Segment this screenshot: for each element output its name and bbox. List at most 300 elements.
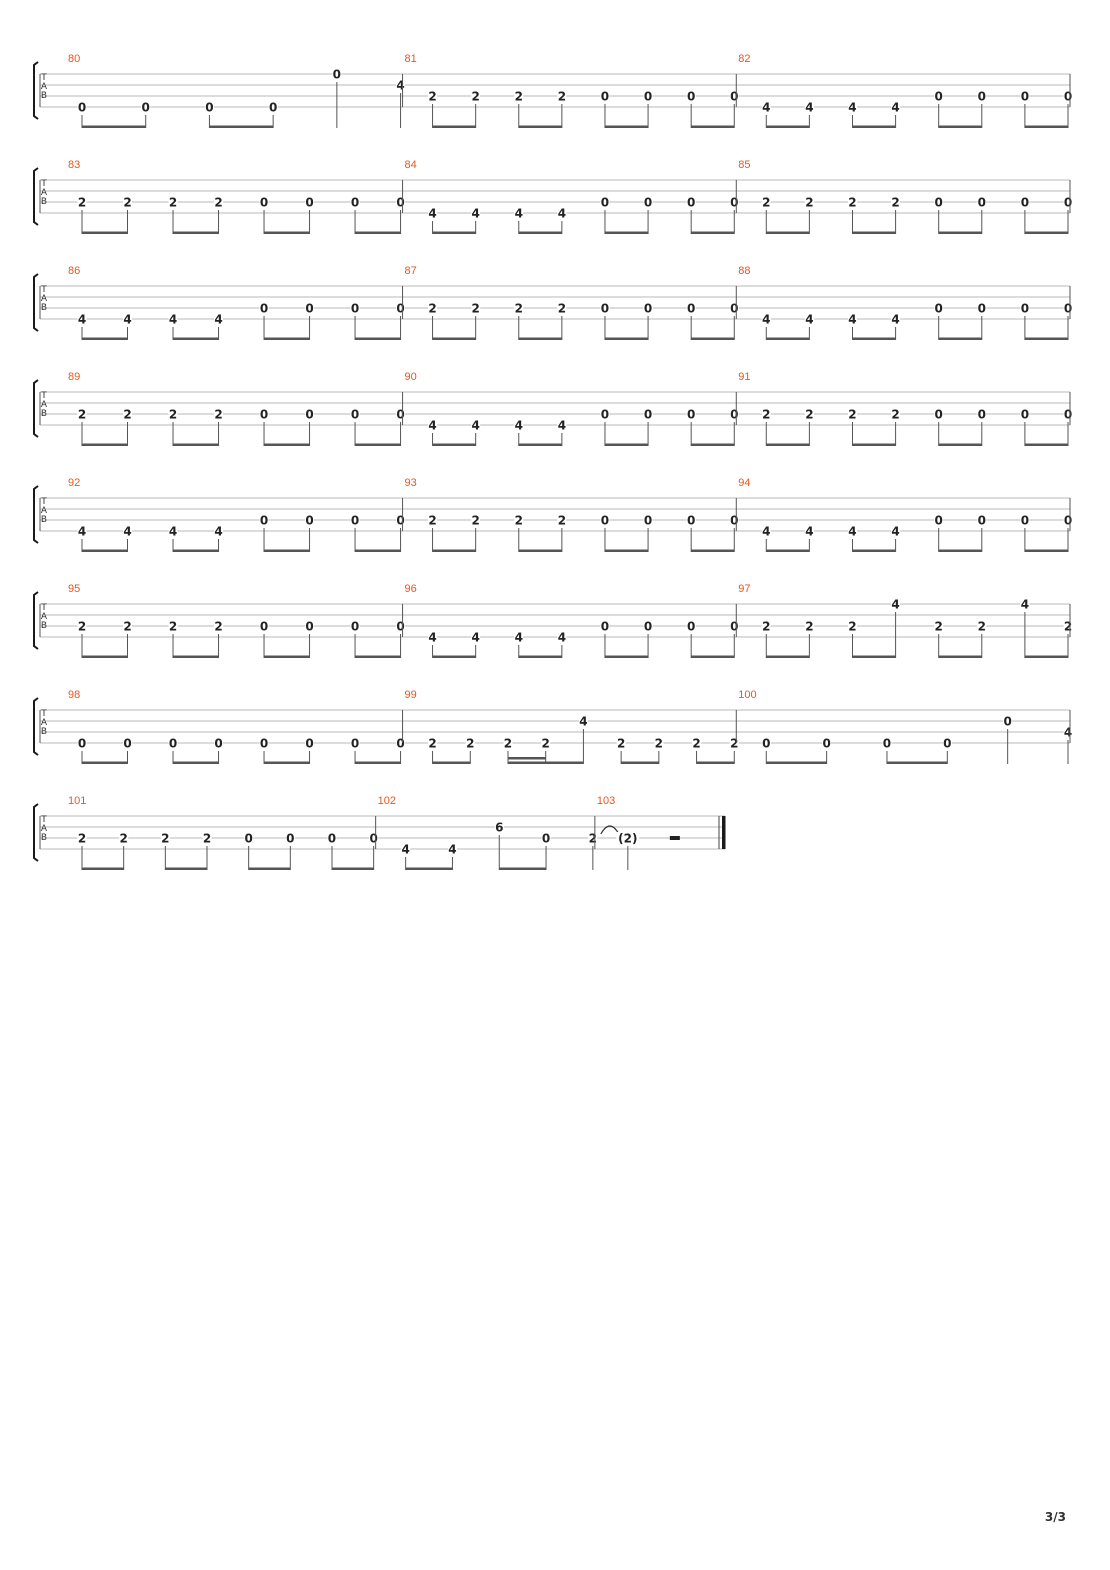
fret-number: (2) xyxy=(618,831,638,846)
fret-number: 0 xyxy=(305,619,314,634)
note-beam xyxy=(939,550,982,553)
fret-number: 0 xyxy=(977,89,986,104)
fret-number: 2 xyxy=(541,736,550,751)
note-beam xyxy=(173,762,219,765)
measure-number: 81 xyxy=(404,53,417,65)
measure-number: 102 xyxy=(377,795,397,807)
fret-number: 4 xyxy=(514,630,523,645)
fret-number: 2 xyxy=(588,831,598,846)
tab-clef-letter: B xyxy=(40,91,48,101)
note-beam xyxy=(249,868,291,871)
measure-number: 95 xyxy=(68,583,81,595)
note-beam xyxy=(691,338,734,341)
fret-number: 4 xyxy=(471,418,480,433)
fret-number: 4 xyxy=(77,312,87,327)
fret-number: 4 xyxy=(396,78,405,93)
fret-number: 4 xyxy=(214,524,223,539)
note-beam xyxy=(82,444,128,447)
fret-number: 0 xyxy=(643,619,653,634)
fret-number: 0 xyxy=(396,301,405,316)
fret-number: 2 xyxy=(168,195,178,210)
note-beam xyxy=(433,232,476,235)
fret-number: 0 xyxy=(1063,89,1073,104)
fret-number: 0 xyxy=(1063,513,1073,528)
note-beam xyxy=(355,444,401,447)
measure-number: 86 xyxy=(68,265,81,277)
note-beam xyxy=(433,656,476,659)
tab-clef-letter: B xyxy=(40,833,48,843)
fret-number: 4 xyxy=(557,418,567,433)
fret-number: 0 xyxy=(1063,301,1073,316)
fret-number: 2 xyxy=(730,736,739,751)
fret-number: 4 xyxy=(557,630,567,645)
fret-number: 4 xyxy=(168,312,178,327)
fret-number: 0 xyxy=(730,619,739,634)
fret-number: 2 xyxy=(762,407,771,422)
measure-number: 103 xyxy=(596,795,616,807)
tab-system xyxy=(34,265,1073,340)
note-beam xyxy=(173,338,219,341)
fret-number: 4 xyxy=(891,100,900,115)
note-beam xyxy=(621,762,659,765)
fret-number: 0 xyxy=(686,301,696,316)
fret-number: 2 xyxy=(168,407,178,422)
fret-number: 0 xyxy=(286,831,295,846)
fret-number: 0 xyxy=(934,301,943,316)
fret-number: 0 xyxy=(1063,195,1073,210)
fret-number: 0 xyxy=(259,736,269,751)
fret-number: 0 xyxy=(882,736,892,751)
fret-number: 0 xyxy=(396,407,405,422)
note-beam xyxy=(519,338,562,341)
fret-number: 2 xyxy=(471,89,480,104)
fret-number: 4 xyxy=(1063,725,1073,740)
note-beam xyxy=(605,550,648,553)
fret-number: 2 xyxy=(77,195,87,210)
system-bracket xyxy=(34,486,38,543)
note-beam xyxy=(766,232,809,235)
tab-clef-letter: T xyxy=(41,497,47,507)
fret-number: 0 xyxy=(686,195,696,210)
fret-number: 2 xyxy=(428,513,437,528)
fret-number: 0 xyxy=(77,100,87,115)
note-beam xyxy=(82,868,124,871)
fret-number: 2 xyxy=(557,89,567,104)
fret-number: 4 xyxy=(471,206,480,221)
fret-number: 0 xyxy=(643,301,653,316)
fret-number: 0 xyxy=(1020,301,1030,316)
fret-number: 2 xyxy=(557,513,567,528)
note-beam xyxy=(355,762,401,765)
tab-clef-letter: T xyxy=(41,815,47,825)
measure-number: 93 xyxy=(404,477,417,489)
fret-number: 4 xyxy=(1020,597,1030,612)
note-beam xyxy=(939,338,982,341)
fret-number: 0 xyxy=(259,619,269,634)
note-beam xyxy=(1025,656,1068,659)
fret-number: 4 xyxy=(762,100,771,115)
fret-number: 0 xyxy=(686,89,696,104)
fret-number: 2 xyxy=(503,736,513,751)
measure-number: 88 xyxy=(738,265,751,277)
note-beam xyxy=(852,232,895,235)
fret-number: 0 xyxy=(600,513,610,528)
tab-clef-letter: T xyxy=(41,285,47,295)
fret-number: 4 xyxy=(805,524,814,539)
fret-number: 0 xyxy=(643,513,653,528)
fret-number: 0 xyxy=(350,301,360,316)
fret-number: 2 xyxy=(692,736,701,751)
fret-number: 2 xyxy=(214,619,223,634)
fret-number: 0 xyxy=(600,301,610,316)
fret-number: 2 xyxy=(471,301,480,316)
fret-number: 0 xyxy=(1020,195,1030,210)
fret-number: 0 xyxy=(730,89,739,104)
fret-number: 0 xyxy=(762,736,771,751)
fret-number: 0 xyxy=(141,100,150,115)
fret-number: 2 xyxy=(428,301,437,316)
fret-number: 0 xyxy=(350,407,360,422)
tab-system xyxy=(34,53,1073,128)
fret-number: 4 xyxy=(514,206,523,221)
tab-clef-letter: B xyxy=(40,727,48,737)
fret-number: 0 xyxy=(600,619,610,634)
fret-number: 4 xyxy=(579,714,588,729)
note-beam xyxy=(173,656,219,659)
note-beam xyxy=(766,762,826,765)
fret-number: 2 xyxy=(891,195,900,210)
fret-number: 0 xyxy=(686,513,696,528)
fret-number: 4 xyxy=(428,630,437,645)
note-beam xyxy=(433,762,471,765)
fret-number: 4 xyxy=(848,312,857,327)
note-beam xyxy=(264,232,310,235)
fret-number: 2 xyxy=(168,619,178,634)
tab-system xyxy=(34,689,1073,764)
fret-number: 0 xyxy=(350,619,360,634)
note-beam xyxy=(433,444,476,447)
note-beam xyxy=(264,444,310,447)
tab-clef-letter: A xyxy=(40,400,48,410)
note-beam xyxy=(939,656,982,659)
fret-number: 0 xyxy=(977,513,986,528)
note-beam xyxy=(264,762,310,765)
measure-number: 99 xyxy=(404,689,417,701)
fret-number: 0 xyxy=(305,301,314,316)
tab-system xyxy=(34,795,726,870)
fret-number: 0 xyxy=(600,89,610,104)
fret-number: 6 xyxy=(495,820,504,835)
note-beam xyxy=(766,126,809,129)
tab-clef-letter: B xyxy=(40,197,48,207)
note-beam xyxy=(1025,550,1068,553)
fret-number: 2 xyxy=(762,619,771,634)
note-beam xyxy=(1025,338,1068,341)
fret-number: 0 xyxy=(977,195,986,210)
fret-number: 0 xyxy=(123,736,132,751)
half-rest xyxy=(670,836,680,840)
fret-number: 2 xyxy=(77,619,87,634)
fret-number: 0 xyxy=(1020,513,1030,528)
fret-number: 0 xyxy=(977,407,986,422)
measure-number: 101 xyxy=(68,795,87,807)
fret-number: 0 xyxy=(643,195,653,210)
fret-number: 4 xyxy=(891,312,900,327)
fret-number: 0 xyxy=(396,513,405,528)
fret-number: 0 xyxy=(214,736,223,751)
fret-number: 2 xyxy=(805,407,814,422)
fret-number: 0 xyxy=(369,831,378,846)
fret-number: 0 xyxy=(305,195,314,210)
fret-number: 4 xyxy=(762,312,771,327)
note-beam xyxy=(1025,444,1068,447)
note-beam xyxy=(406,868,453,871)
fret-number: 2 xyxy=(934,619,943,634)
note-beam xyxy=(355,550,401,553)
fret-number: 0 xyxy=(1063,407,1073,422)
fret-number: 4 xyxy=(514,418,523,433)
note-beam xyxy=(1025,232,1068,235)
fret-number: 0 xyxy=(350,513,360,528)
tab-clef-letter: A xyxy=(40,188,48,198)
fret-number: 2 xyxy=(514,513,523,528)
note-beam xyxy=(852,444,895,447)
tab-clef-letter: T xyxy=(41,603,47,613)
note-beam xyxy=(264,656,310,659)
fret-number: 2 xyxy=(471,513,480,528)
fret-number: 0 xyxy=(730,195,739,210)
tab-system xyxy=(34,371,1073,446)
measure-number: 97 xyxy=(738,583,751,595)
measure-number: 100 xyxy=(738,689,757,701)
fret-number: 0 xyxy=(600,195,610,210)
fret-number: 4 xyxy=(428,418,437,433)
measure-number: 84 xyxy=(404,159,417,171)
note-beam xyxy=(82,762,128,765)
note-beam xyxy=(433,126,476,129)
fret-number: 0 xyxy=(396,195,405,210)
fret-number: 0 xyxy=(332,67,342,82)
fret-number: 0 xyxy=(305,736,314,751)
measure-number: 87 xyxy=(404,265,417,277)
fret-number: 4 xyxy=(168,524,178,539)
note-beam xyxy=(508,762,583,765)
fret-number: 0 xyxy=(686,619,696,634)
note-beam xyxy=(519,126,562,129)
tab-clef-letter: A xyxy=(40,82,48,92)
note-beam xyxy=(887,762,947,765)
fret-number: 0 xyxy=(1020,89,1030,104)
tab-clef-letter: A xyxy=(40,824,48,834)
note-beam xyxy=(264,338,310,341)
fret-number: 4 xyxy=(557,206,567,221)
note-beam xyxy=(691,550,734,553)
fret-number: 0 xyxy=(259,195,269,210)
fret-number: 4 xyxy=(401,842,410,857)
fret-number: 2 xyxy=(557,301,567,316)
fret-number: 0 xyxy=(259,513,269,528)
note-beam xyxy=(605,126,648,129)
fret-number: 2 xyxy=(161,831,170,846)
note-beam xyxy=(82,232,128,235)
tab-clef-letter: B xyxy=(40,303,48,313)
note-beam xyxy=(82,338,128,341)
note-beam xyxy=(173,232,219,235)
fret-number: 2 xyxy=(123,619,132,634)
fret-number: 0 xyxy=(730,407,739,422)
fret-number: 2 xyxy=(805,619,814,634)
note-beam xyxy=(355,338,401,341)
fret-number: 0 xyxy=(259,301,269,316)
note-beam xyxy=(939,444,982,447)
note-beam xyxy=(209,126,273,129)
fret-number: 2 xyxy=(77,407,87,422)
note-beam xyxy=(519,550,562,553)
fret-number: 0 xyxy=(934,195,943,210)
note-beam xyxy=(173,550,219,553)
fret-number: 2 xyxy=(466,736,475,751)
tab-clef-letter: A xyxy=(40,612,48,622)
fret-number: 0 xyxy=(686,407,696,422)
note-beam-sixteenth xyxy=(508,757,546,760)
note-beam xyxy=(691,232,734,235)
note-beam xyxy=(519,232,562,235)
fret-number: 0 xyxy=(77,736,87,751)
fret-number: 0 xyxy=(205,100,214,115)
system-bracket xyxy=(34,698,38,755)
fret-number: 2 xyxy=(119,831,128,846)
measure-number: 80 xyxy=(68,53,81,65)
fret-number: 4 xyxy=(848,524,857,539)
tab-clef-letter: B xyxy=(40,409,48,419)
note-beam xyxy=(519,444,562,447)
note-beam xyxy=(433,338,476,341)
tab-clef-letter: A xyxy=(40,294,48,304)
fret-number: 0 xyxy=(541,831,551,846)
note-beam xyxy=(852,656,895,659)
fret-number: 2 xyxy=(214,407,223,422)
tab-clef-letter: A xyxy=(40,506,48,516)
fret-number: 2 xyxy=(848,407,857,422)
note-beam xyxy=(766,444,809,447)
note-beam xyxy=(852,550,895,553)
fret-number: 2 xyxy=(891,407,900,422)
fret-number: 4 xyxy=(848,100,857,115)
fret-number: 4 xyxy=(428,206,437,221)
fret-number: 0 xyxy=(327,831,337,846)
note-beam xyxy=(264,550,310,553)
note-beam xyxy=(852,338,895,341)
tab-system xyxy=(34,583,1073,658)
fret-number: 2 xyxy=(514,89,523,104)
measure-number: 98 xyxy=(68,689,81,701)
fret-number: 4 xyxy=(762,524,771,539)
tab-clef-letter: T xyxy=(41,391,47,401)
tab-clef-letter: A xyxy=(40,718,48,728)
fret-number: 0 xyxy=(350,736,360,751)
fret-number: 2 xyxy=(123,407,132,422)
fret-number: 0 xyxy=(1003,714,1012,729)
fret-number: 0 xyxy=(943,736,952,751)
note-beam xyxy=(605,338,648,341)
note-beam xyxy=(605,232,648,235)
fret-number: 0 xyxy=(934,407,943,422)
fret-number: 4 xyxy=(123,524,132,539)
fret-number: 0 xyxy=(259,407,269,422)
fret-number: 0 xyxy=(305,513,314,528)
fret-number: 0 xyxy=(305,407,314,422)
note-beam xyxy=(939,126,982,129)
measure-number: 94 xyxy=(738,477,751,489)
measure-number: 90 xyxy=(404,371,417,383)
fret-number: 0 xyxy=(600,407,610,422)
note-beam xyxy=(82,550,128,553)
fret-number: 2 xyxy=(428,736,437,751)
fret-number: 2 xyxy=(762,195,771,210)
fret-number: 4 xyxy=(891,524,900,539)
tab-system xyxy=(34,159,1073,234)
note-beam xyxy=(766,656,809,659)
measure-number: 96 xyxy=(404,583,417,595)
fret-number: 2 xyxy=(514,301,523,316)
note-beam xyxy=(433,550,476,553)
note-beam xyxy=(355,232,401,235)
fret-number: 0 xyxy=(350,195,360,210)
fret-number: 0 xyxy=(396,736,405,751)
system-bracket xyxy=(34,62,38,119)
fret-number: 0 xyxy=(168,736,178,751)
note-beam xyxy=(766,338,809,341)
system-bracket xyxy=(34,274,38,331)
tab-system xyxy=(34,477,1073,552)
measure-number: 85 xyxy=(738,159,751,171)
fret-number: 2 xyxy=(123,195,132,210)
note-beam xyxy=(605,656,648,659)
tab-clef-letter: T xyxy=(41,73,47,83)
fret-number: 2 xyxy=(805,195,814,210)
note-beam xyxy=(766,550,809,553)
fret-number: 0 xyxy=(268,100,278,115)
fret-number: 2 xyxy=(848,619,857,634)
fret-number: 0 xyxy=(1020,407,1030,422)
system-bracket xyxy=(34,804,38,861)
fret-number: 0 xyxy=(643,89,653,104)
fret-number: 0 xyxy=(244,831,253,846)
fret-number: 0 xyxy=(934,89,943,104)
measure-number: 91 xyxy=(738,371,751,383)
fret-number: 2 xyxy=(77,831,87,846)
note-beam xyxy=(1025,126,1068,129)
note-beam xyxy=(852,126,895,129)
system-bracket xyxy=(34,380,38,437)
fret-number: 0 xyxy=(730,301,739,316)
note-beam xyxy=(519,656,562,659)
note-beam xyxy=(499,868,546,871)
fret-number: 2 xyxy=(977,619,986,634)
fret-number: 4 xyxy=(77,524,87,539)
tab-clef-letter: T xyxy=(41,179,47,189)
note-beam xyxy=(691,444,734,447)
fret-number: 2 xyxy=(616,736,626,751)
fret-number: 4 xyxy=(805,100,814,115)
note-beam xyxy=(82,126,146,129)
fret-number: 2 xyxy=(428,89,437,104)
note-beam xyxy=(939,232,982,235)
fret-number: 4 xyxy=(214,312,223,327)
fret-number: 0 xyxy=(730,513,739,528)
system-bracket xyxy=(34,168,38,225)
measure-number: 89 xyxy=(68,371,81,383)
